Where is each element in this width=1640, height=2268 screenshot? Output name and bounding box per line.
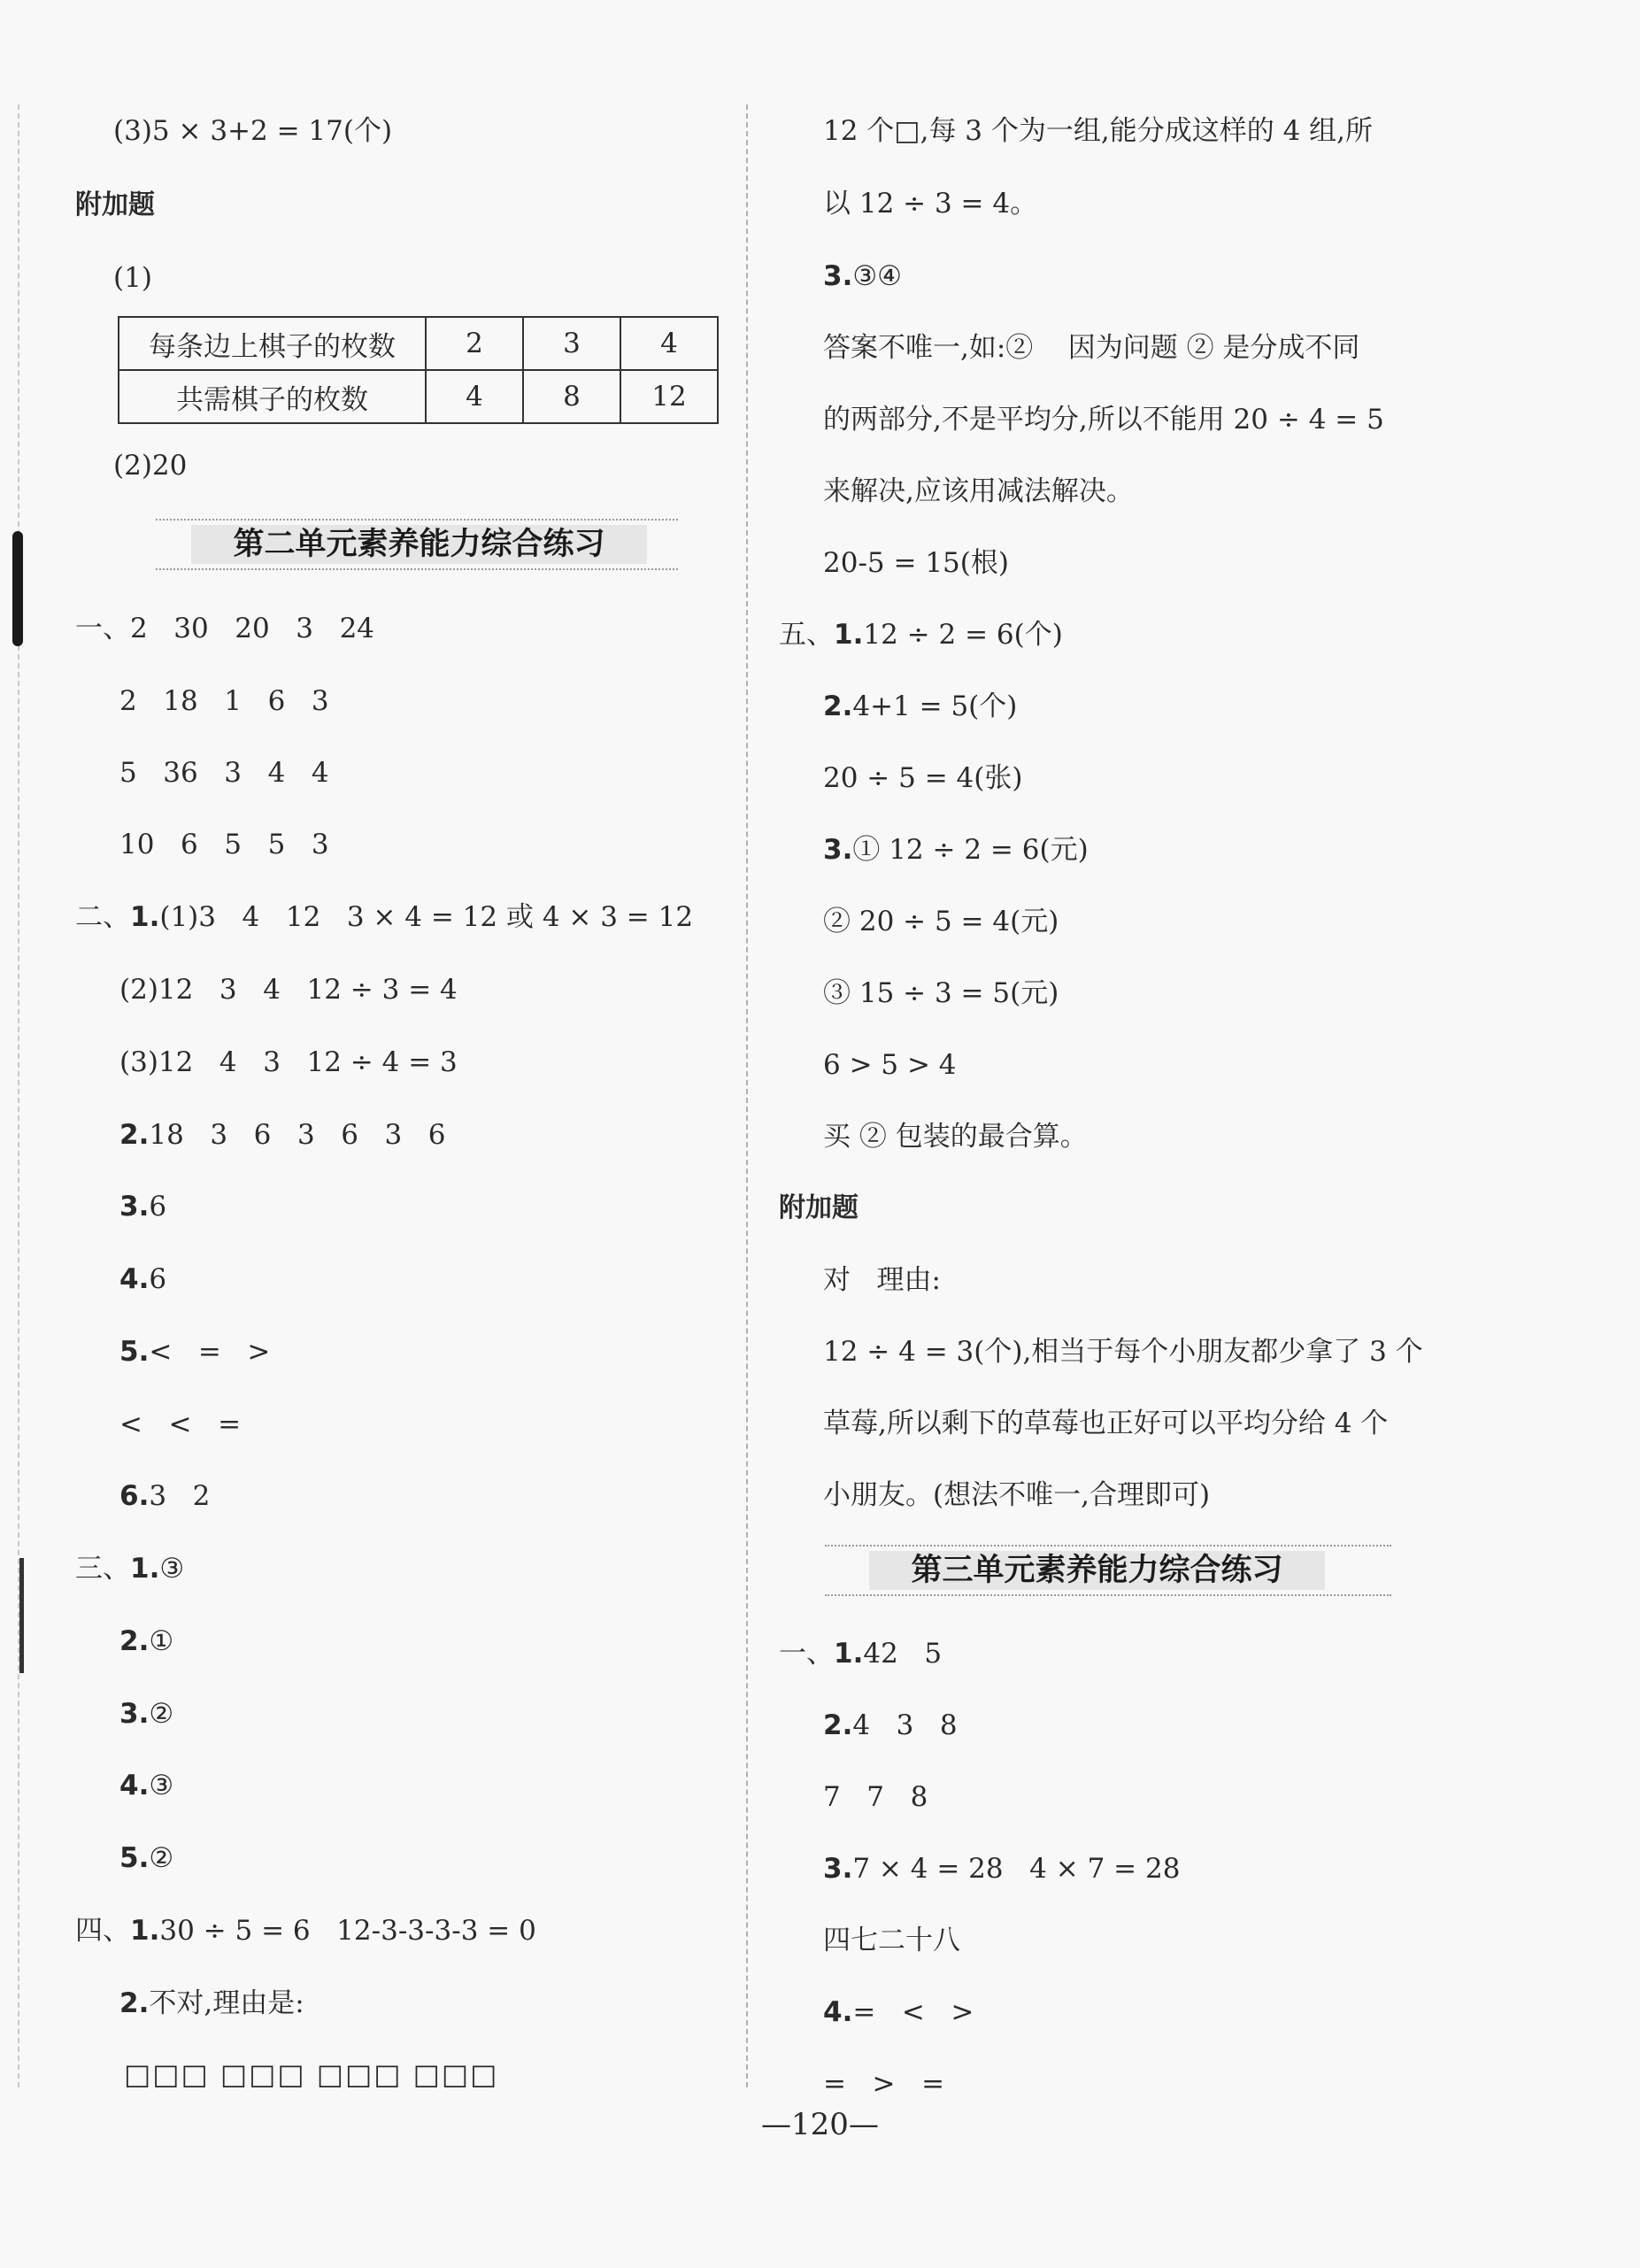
answer-line: 2.4+1 = 5(个) [823, 690, 1018, 722]
table-cell: 2 [426, 317, 523, 370]
answer-line: 5.② [119, 1842, 174, 1874]
question-group-prefix: 五、 [779, 619, 834, 651]
answer-line: 二、1.(1)3 4 12 3 × 4 = 12 或 4 × 3 = 12 [75, 901, 694, 933]
answer-line: 答案不唯一,如:② 因为问题 ② 是分成不同 [823, 332, 1360, 364]
answer-line: 四七二十八 [823, 1925, 960, 1956]
answer-line: ③ 15 ÷ 3 = 5(元) [823, 977, 1059, 1009]
question-number: 1. [130, 901, 160, 933]
answer-line: 的两部分,不是平均分,所以不能用 20 ÷ 4 = 5 [823, 404, 1384, 436]
table-cell: 8 [523, 370, 620, 423]
question-number: 2. [119, 1119, 150, 1151]
answer-line: 一、1.42 5 [779, 1638, 943, 1670]
answer-line: 小朋友。(想法不唯一,合理即可) [823, 1479, 1211, 1511]
question-number: 1. [130, 1553, 160, 1585]
section-title-unit2 [156, 519, 678, 570]
answer-line: 4.③ [119, 1770, 174, 1801]
extra-question-heading: 附加题 [75, 189, 155, 220]
binding-mark [19, 1558, 24, 1673]
question-number: 3. [823, 834, 853, 866]
answer-line: 12 ÷ 4 = 3(个),相当于每个小朋友都少拿了 3 个 [823, 1336, 1423, 1368]
question-number: 2. [823, 1709, 853, 1741]
answer-line: = > = [823, 2068, 945, 2100]
answer-line: 10 6 5 5 3 [119, 829, 329, 860]
question-group-prefix: 四、 [75, 1915, 130, 1947]
section-title-text: 第二单元素养能力综合练习 [191, 525, 647, 564]
answer-line: 7 7 8 [823, 1781, 928, 1813]
chess-piece-table [118, 316, 719, 424]
question-number: 1. [834, 1638, 864, 1670]
page-number: —120— [761, 2107, 879, 2142]
section-title-text: 第三单元素养能力综合练习 [869, 1551, 1325, 1590]
question-number: 2. [119, 1987, 150, 2019]
answer-line: ② 20 ÷ 5 = 4(元) [823, 906, 1059, 937]
table-row-label: 共需棋子的枚数 [119, 370, 426, 423]
answer-line: 2.不对,理由是: [119, 1987, 304, 2019]
question-number: 3. [119, 1698, 150, 1730]
answer-line: 四、1.30 ÷ 5 = 6 12-3-3-3-3 = 0 [75, 1915, 536, 1947]
answer-line: 2 18 1 6 3 [119, 685, 329, 717]
question-number: 6. [119, 1480, 150, 1512]
table-cell: 3 [523, 317, 620, 370]
column-divider [746, 104, 748, 2087]
question-number: 1. [834, 619, 864, 651]
table-row [119, 317, 718, 370]
table-cell: 4 [620, 317, 718, 370]
answer-line: 3.7 × 4 = 28 4 × 7 = 28 [823, 1853, 1181, 1885]
answer-line: 2.18 3 6 3 6 3 6 [119, 1119, 446, 1151]
table-row-label: 每条边上棋子的枚数 [119, 317, 426, 370]
question-group-prefix: 三、 [75, 1553, 130, 1585]
extra-question-heading: 附加题 [779, 1192, 858, 1223]
answer-line: (3)12 4 3 12 ÷ 4 = 3 [119, 1046, 458, 1078]
answer-line: (1) [113, 262, 152, 294]
table-cell: 12 [620, 370, 718, 423]
answer-line: (2)12 3 4 12 ÷ 3 = 4 [119, 974, 458, 1006]
left-margin-dashed-line [18, 104, 19, 2087]
question-number: 1. [130, 1915, 160, 1947]
section-title-unit3 [825, 1545, 1391, 1596]
answer-line: 3.③④ [823, 260, 902, 292]
answer-line: 来解决,应该用减法解决。 [823, 475, 1134, 507]
answer-line: 6.3 2 [119, 1480, 211, 1512]
table-row [119, 370, 718, 423]
answer-line: 4.= < > [823, 1996, 974, 2028]
answer-line: < < = [119, 1408, 242, 1440]
question-number: 5. [119, 1336, 150, 1368]
answer-line: 一、2 30 20 3 24 [75, 613, 375, 644]
answer-line: 五、1.12 ÷ 2 = 6(个) [779, 619, 1063, 651]
answer-line: 5 36 3 4 4 [119, 757, 329, 789]
question-number: 5. [119, 1842, 150, 1874]
answer-line: 买 ② 包装的最合算。 [823, 1121, 1088, 1153]
answer-line: 20 ÷ 5 = 4(张) [823, 762, 1023, 794]
question-number: 3. [119, 1191, 150, 1223]
table-cell: 4 [426, 370, 523, 423]
question-number: 3. [823, 260, 853, 292]
answer-line: (3)5 × 3+2 = 17(个) [113, 115, 393, 147]
answer-line: 3.6 [119, 1191, 167, 1223]
question-number: 2. [823, 690, 853, 722]
answer-line: 3.② [119, 1698, 174, 1730]
answer-line: 12 个□,每 3 个为一组,能分成这样的 4 组,所 [823, 115, 1374, 147]
answer-line: 5.< = > [119, 1336, 271, 1368]
question-number: 2. [119, 1625, 150, 1657]
question-number: 3. [823, 1853, 853, 1885]
answer-line: 对 理由: [823, 1264, 942, 1296]
binding-mark [12, 531, 23, 646]
answer-line: 以 12 ÷ 3 = 4。 [823, 188, 1038, 220]
question-number: 4. [119, 1263, 150, 1295]
question-group-prefix: 一、 [75, 613, 130, 644]
answer-line: 草莓,所以剩下的草莓也正好可以平均分给 4 个 [823, 1408, 1389, 1439]
answer-line: 3.① 12 ÷ 2 = 6(元) [823, 834, 1089, 866]
question-group-prefix: 二、 [75, 901, 130, 933]
answer-line: 20-5 = 15(根) [823, 547, 1009, 579]
answer-line: 2.4 3 8 [823, 1709, 958, 1741]
box-diagram: □□□ □□□ □□□ □□□ [124, 2057, 499, 2091]
question-group-prefix: 一、 [779, 1638, 834, 1670]
answer-line: 4.6 [119, 1263, 167, 1295]
answer-line: 三、1.③ [75, 1553, 185, 1585]
question-number: 4. [119, 1770, 150, 1801]
answer-line: (2)20 [113, 450, 188, 482]
answer-line: 2.① [119, 1625, 174, 1657]
question-number: 4. [823, 1996, 853, 2028]
answer-line: 6 > 5 > 4 [823, 1049, 957, 1081]
